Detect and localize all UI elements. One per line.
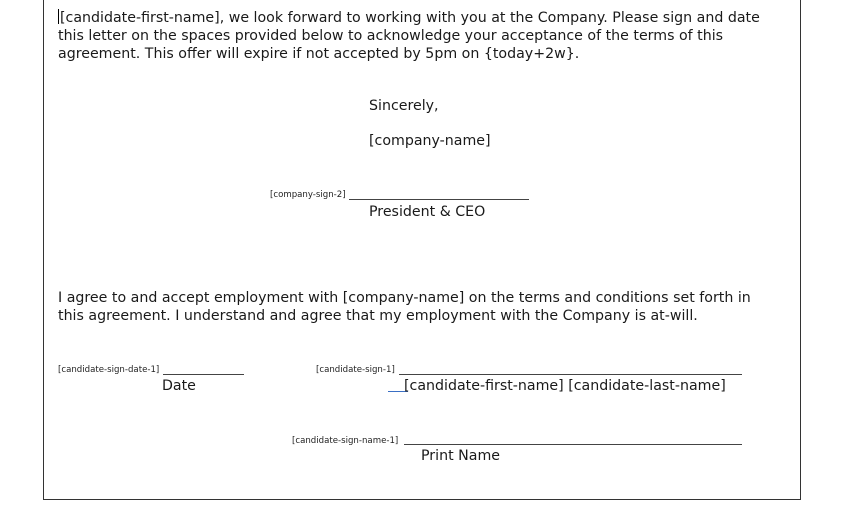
company-signature-line[interactable] bbox=[349, 199, 529, 200]
intro-line-1 bbox=[58, 9, 760, 27]
intro-line-2: this letter on the spaces provided below to acknowledge your acceptance of the terms of this bbox=[58, 28, 724, 44]
company-sign-tag: [company-sign-2] bbox=[270, 190, 346, 200]
candidate-full-name: [candidate-first-name] [candidate-last-name] bbox=[404, 378, 726, 394]
date-signature-line[interactable] bbox=[163, 374, 244, 375]
intro-line-3: agreement. This offer will expire if not accepted by 5pm on {today+2w}. bbox=[58, 46, 580, 62]
candidate-print-name-tag: [candidate-sign-name-1] bbox=[292, 436, 399, 446]
print-name-label: Print Name bbox=[421, 448, 501, 464]
intro-line-1-text: [candidate-first-name], we look forward to working with you at the Company. Please sign and date bbox=[60, 10, 760, 26]
closing-sincerely: Sincerely, bbox=[369, 98, 439, 114]
signer-title: President & CEO bbox=[369, 204, 486, 220]
document-page bbox=[43, 0, 801, 500]
acceptance-line-2: this agreement. I understand and agree that my employment with the Company is at-will. bbox=[58, 308, 698, 324]
closing-company-name: [company-name] bbox=[369, 133, 491, 149]
candidate-sign-date-tag: [candidate-sign-date-1] bbox=[58, 365, 160, 375]
print-name-line[interactable] bbox=[404, 444, 742, 445]
date-label: Date bbox=[162, 378, 196, 394]
candidate-sign-tag: [candidate-sign-1] bbox=[316, 365, 395, 375]
candidate-signature-line[interactable] bbox=[399, 374, 742, 375]
text-cursor bbox=[58, 9, 59, 24]
acceptance-line-1: I agree to and accept employment with [company-name] on the terms and conditions set forth in bbox=[58, 290, 751, 306]
